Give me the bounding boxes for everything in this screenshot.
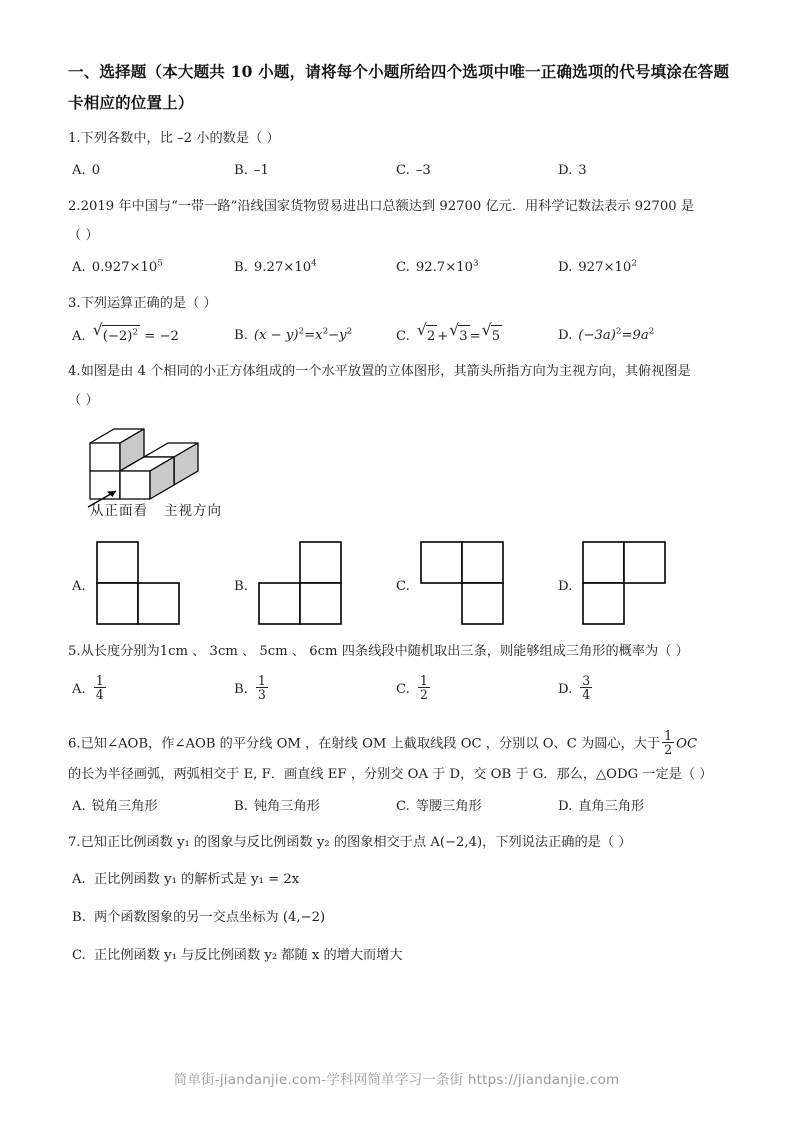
option-label: C. (396, 163, 410, 178)
fraction-denominator: 2 (419, 687, 428, 703)
question-2-option-b[interactable] (234, 257, 317, 279)
question-7 (68, 833, 732, 967)
question-1 (68, 129, 732, 186)
option-label: C. (72, 948, 86, 964)
stem-text-part-2: OC (676, 736, 698, 752)
question-2-options (68, 257, 732, 283)
square-root-icon (449, 325, 469, 348)
fraction-numerator: 3 (582, 673, 591, 688)
question-2-option-d[interactable] (558, 257, 637, 279)
option-label: B. (234, 260, 248, 275)
question-4-figure-labels (90, 499, 222, 519)
rhs-term-2: y (339, 328, 347, 343)
question-3-stem: 3.下列运算正确的是（ ） (68, 296, 217, 311)
front-view-label: 从正面看 (90, 503, 148, 519)
option-base: 10 (140, 260, 158, 275)
rhs-term-2-exponent: 2 (346, 326, 353, 337)
times-symbol: × (603, 260, 615, 275)
question-4-figure (82, 421, 322, 525)
option-label: D. (558, 799, 573, 815)
question-6 (68, 729, 732, 822)
option-label: A. (72, 799, 86, 815)
option-value: 钝角三角形 (253, 799, 320, 815)
option-label: A. (72, 872, 86, 888)
question-2-stem: 2.2019 年中国与“一带一路”沿线国家货物贸易进出口总额达到 92700 亿元．用科学记数法表示 92700 是 (68, 199, 695, 214)
option-label: D. (558, 579, 573, 594)
radicand-c: 5 (491, 329, 501, 344)
option-lhs: (−3a) (578, 328, 616, 343)
option-label: A. (72, 163, 86, 178)
times-symbol: × (445, 260, 457, 275)
option-value: 3 (578, 163, 587, 178)
option-label: D. (558, 328, 573, 343)
top-view-shape-d (580, 539, 680, 627)
option-label: B. (234, 579, 248, 594)
question-3-option-d[interactable] (558, 325, 654, 347)
question-1-options (68, 160, 732, 186)
fraction-numerator: 1 (95, 673, 104, 688)
fraction-numerator: 1 (419, 673, 428, 688)
question-4-option-a[interactable] (72, 537, 222, 631)
option-label: C. (396, 681, 410, 697)
question-4-option-b[interactable] (234, 537, 384, 631)
question-5-option-a[interactable] (72, 674, 108, 701)
question-2-stem-continuation: （ ） (68, 228, 99, 243)
rhs-term-1: x (315, 328, 323, 343)
top-view-shape-c (418, 539, 518, 627)
equals-symbol: = (469, 329, 481, 344)
equals-symbol: = (621, 328, 633, 343)
fraction (580, 674, 592, 701)
square-root-icon (93, 325, 140, 348)
option-label: D. (558, 163, 573, 178)
question-1-option-b[interactable] (234, 160, 269, 182)
option-label: A. (72, 579, 86, 594)
fraction-numerator: 1 (257, 673, 266, 688)
question-6-option-d[interactable] (558, 796, 644, 818)
question-1-option-c[interactable] (396, 160, 431, 182)
option-label: C. (396, 799, 410, 815)
question-4-options (68, 537, 732, 631)
option-label: A. (72, 329, 86, 344)
question-6-option-a[interactable] (72, 796, 158, 818)
question-4-stem: 4.如图是由 4 个相同的小正方体组成的一个水平放置的立体图形，其箭头所指方向为主视方向，其俯视图是 (68, 364, 691, 379)
option-mantissa: 9.27 (253, 260, 284, 275)
option-exponent: 3 (473, 258, 479, 269)
section-title: 一、选择题（本大题共 10 小题，请将每个小题所给四个选项中唯一正确选项的代号填涂在答题卡相应的位置上） (68, 62, 730, 112)
rhs-exponent: 2 (648, 326, 655, 337)
radicand-a: 2 (426, 329, 436, 344)
question-1-option-d[interactable] (558, 160, 587, 182)
option-label: C. (396, 579, 410, 594)
question-1-option-a[interactable] (72, 160, 100, 182)
question-3-option-c[interactable] (396, 325, 502, 348)
times-symbol: × (283, 260, 295, 275)
square-root-icon (417, 325, 437, 348)
fraction (256, 674, 268, 701)
option-exponent: 4 (311, 258, 317, 269)
option-value: 两个函数图象的另一交点坐标为 (4,−2) (94, 910, 326, 926)
question-4 (68, 362, 732, 631)
option-value: –3 (415, 163, 431, 178)
fraction-denominator: 4 (95, 687, 104, 703)
option-rhs: 9a (632, 328, 649, 343)
question-7-option-c[interactable] (72, 945, 732, 967)
fraction-numerator: 1 (664, 728, 673, 743)
lhs-exponent: 2 (298, 326, 305, 337)
question-4-option-c[interactable] (396, 537, 546, 631)
question-3 (68, 294, 732, 351)
page-content (68, 56, 732, 967)
option-base: 10 (294, 260, 312, 275)
rhs-term-1-exponent: 2 (322, 326, 329, 337)
fraction (418, 674, 430, 701)
question-2-option-c[interactable] (396, 257, 479, 279)
fraction (662, 729, 674, 756)
option-label: B. (234, 799, 248, 815)
footer-watermark: 简单街-jiandanjie.com-学科网简单学习一条街 https://jiandanjie.com (173, 1072, 620, 1088)
question-5-option-d[interactable] (558, 674, 594, 701)
question-7-option-b[interactable] (72, 907, 732, 929)
option-value: 锐角三角形 (91, 799, 158, 815)
question-6-stem-line-2: 的长为半径画弧，两弧相交于 E, F．画直线 EF ，分别交 OA 于 D，交 OB 于 G．那么，△ODG 一定是（ ） (68, 767, 713, 783)
stem-text-part-1: 6.已知∠AOB，作∠AOB 的平分线 OM ，在射线 OM 上截取线段 OC ，分别以 O、C 为圆心，大于 (68, 736, 661, 752)
question-4-option-d[interactable] (558, 537, 708, 631)
option-mantissa: 927 (578, 260, 604, 275)
fraction-denominator: 2 (664, 742, 673, 758)
fraction-denominator: 3 (257, 687, 266, 703)
question-5-stem: 5.从长度分别为1cm 、 3cm 、 5cm 、 6cm 四条线段中随机取出三条，则能够组成三角形的概率为（ ） (68, 644, 689, 659)
equals-symbol: = (304, 328, 316, 343)
question-5-options (68, 674, 732, 718)
question-5-option-b[interactable] (234, 674, 270, 701)
radicand-exponent: 2 (132, 327, 138, 338)
square-root-icon (482, 325, 502, 348)
question-5 (68, 642, 732, 718)
question-6-option-b[interactable] (234, 796, 320, 818)
option-exponent: 5 (157, 258, 163, 269)
main-direction-label: 主视方向 (164, 503, 222, 519)
question-2-option-a[interactable] (72, 257, 163, 279)
times-symbol: × (129, 260, 141, 275)
option-label: C. (396, 329, 410, 344)
option-label: B. (234, 163, 248, 178)
question-6-option-c[interactable] (396, 796, 482, 818)
question-6-options (68, 796, 732, 822)
question-1-stem: 1.下列各数中，比 –2 小的数是（ ） (68, 131, 280, 146)
option-value: 等腰三角形 (415, 799, 482, 815)
question-4-stem-continuation: （ ） (68, 393, 99, 408)
isometric-cubes-diagram (82, 421, 282, 509)
option-label: D. (558, 260, 573, 275)
fraction (94, 674, 106, 701)
option-rhs: = −2 (144, 329, 179, 344)
option-value: 0 (91, 163, 101, 178)
top-view-shape-a (94, 539, 194, 627)
option-label: D. (558, 681, 573, 697)
plus-symbol: + (437, 329, 449, 344)
question-3-options (68, 325, 732, 351)
question-7-stem: 7.已知正比例函数 y₁ 的图象与反比例函数 y₂ 的图象相交于点 A(−2,4)，下列说法正确的是（ ） (68, 835, 632, 851)
option-value: 正比例函数 y₁ 与反比例函数 y₂ 都随 x 的增大而增大 (94, 948, 403, 964)
radicand-b: 3 (459, 329, 468, 344)
option-label: B. (234, 328, 248, 343)
option-label: C. (396, 260, 410, 275)
question-3-option-a[interactable] (72, 325, 179, 348)
question-3-option-b[interactable] (234, 325, 352, 347)
lhs-exponent: 2 (615, 326, 622, 337)
option-mantissa: 0.927 (91, 260, 130, 275)
question-6-stem-line-1 (68, 729, 732, 756)
minus-symbol: − (328, 328, 340, 343)
option-label: B. (72, 910, 86, 926)
option-label: A. (72, 681, 86, 697)
question-5-option-c[interactable] (396, 674, 432, 701)
option-base: 10 (614, 260, 632, 275)
option-label: A. (72, 260, 86, 275)
option-value: –1 (253, 163, 269, 178)
option-lhs: (x − y) (253, 328, 299, 343)
option-value: 正比例函数 y₁ 的解析式是 y₁ = 2x (94, 872, 300, 888)
question-7-option-a[interactable] (72, 869, 732, 891)
fraction-denominator: 4 (582, 687, 591, 703)
option-base: 10 (456, 260, 474, 275)
option-mantissa: 92.7 (415, 260, 446, 275)
option-exponent: 2 (631, 258, 637, 269)
top-view-shape-b (256, 539, 356, 627)
option-label: B. (234, 681, 248, 697)
option-value: 直角三角形 (578, 799, 645, 815)
question-2 (68, 197, 732, 283)
radicand: (−2) (102, 329, 133, 344)
